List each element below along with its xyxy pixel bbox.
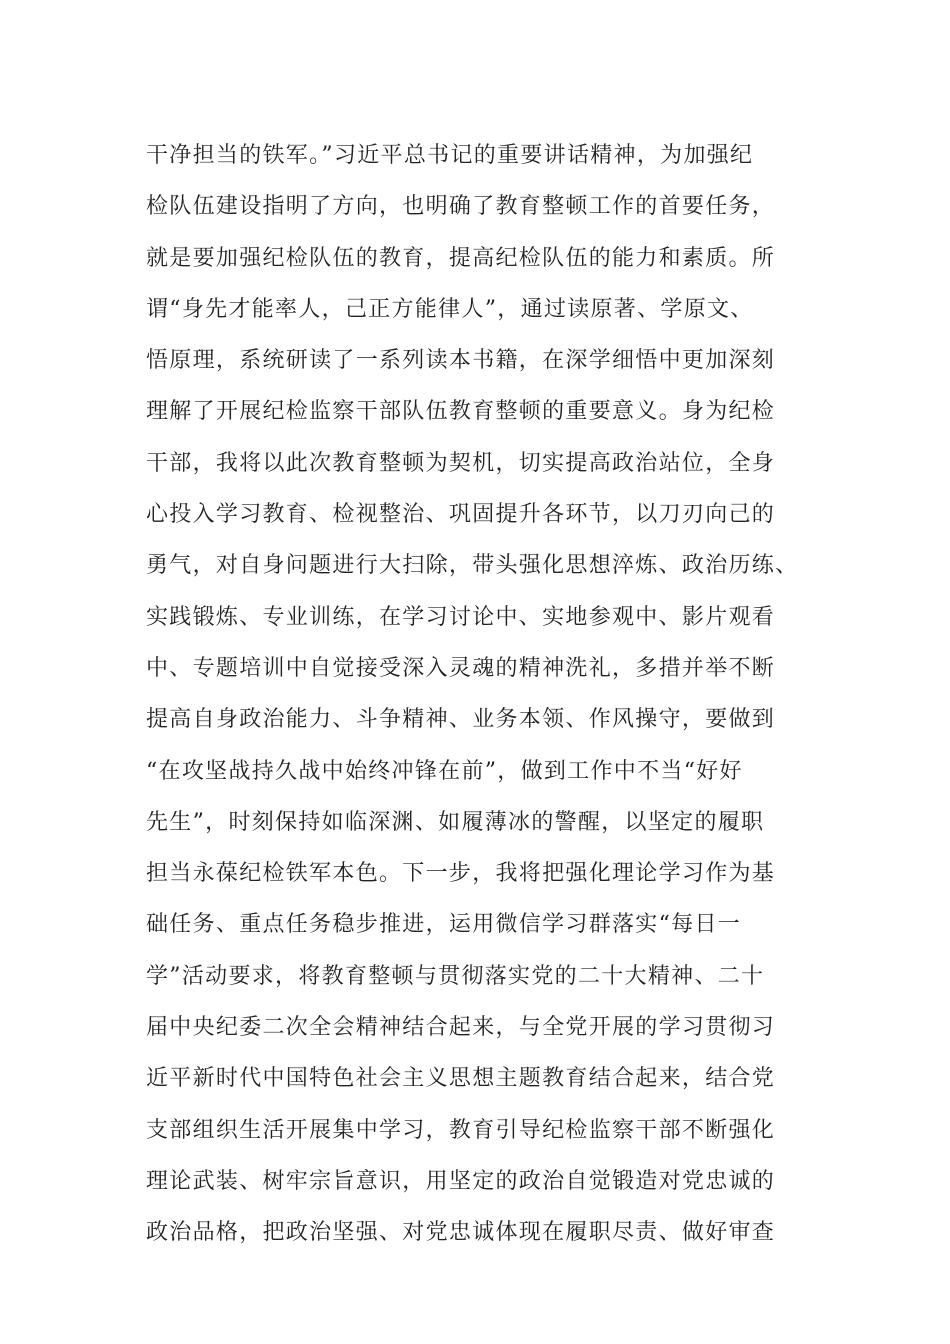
- text-line: 理论武装、树牢宗旨意识，用坚定的政治自觉锻造对党忠诚的: [146, 1168, 776, 1194]
- text-line: 理解了开展纪检监察干部队伍教育整顿的重要意义。身为纪检: [146, 399, 776, 425]
- body-text: [146, 130, 826, 1259]
- text-line: 中、专题培训中自觉接受深入灵魂的精神洗礼，多措并举不断: [146, 655, 776, 681]
- text-line: 检队伍建设指明了方向，也明确了教育整顿工作的首要任务，: [146, 194, 776, 220]
- text-line: 就是要加强纪检队伍的教育，提高纪检队伍的能力和素质。所: [146, 245, 776, 271]
- text-line: 届中央纪委二次全会精神结合起来，与全党开展的学习贯彻习: [146, 1015, 776, 1041]
- text-line: 担当永葆纪检铁军本色。下一步，我将把强化理论学习作为基: [146, 861, 776, 887]
- text-line: 干部，我将以此次教育整顿为契机，切实提高政治站位，全身: [146, 450, 776, 476]
- text-line: 实践锻炼、专业训练，在学习讨论中、实地参观中、影片观看: [146, 604, 776, 630]
- text-line: 学”活动要求，将教育整顿与贯彻落实党的二十大精神、二十: [146, 963, 765, 989]
- text-line: 支部组织生活开展集中学习，教育引导纪检监察干部不断强化: [146, 1117, 776, 1143]
- text-line: 提高自身政治能力、斗争精神、业务本领、作风操守，要做到: [146, 707, 776, 733]
- text-line: 近平新时代中国特色社会主义思想主题教育结合起来，结合党: [146, 1066, 776, 1092]
- text-line: 心投入学习教育、检视整治、巩固提升各环节，以刀刃向己的: [146, 502, 776, 528]
- text-line: 先生”，时刻保持如临深渊、如履薄冰的警醒，以坚定的履职: [146, 809, 765, 835]
- text-line: 干净担当的铁军。”习近平总书记的重要讲话精神，为加强纪: [146, 143, 754, 168]
- text-line: 础任务、重点任务稳步推进，运用微信学习群落实“每日一: [146, 912, 742, 938]
- text-line: “在攻坚战持久战中始终冲锋在前”，做到工作中不当“好好: [146, 758, 743, 784]
- text-line: 政治品格，把政治坚强、对党忠诚体现在履职尽责、做好审查: [146, 1220, 776, 1246]
- text-line: 勇气，对自身问题进行大扫除，带头强化思想淬炼、政治历练、: [146, 553, 799, 579]
- text-line: 谓“身先才能率人，己正方能律人”，通过读原著、学原文、: [146, 296, 754, 322]
- text-line: 悟原理，系统研读了一系列读本书籍，在深学细悟中更加深刻: [146, 348, 776, 374]
